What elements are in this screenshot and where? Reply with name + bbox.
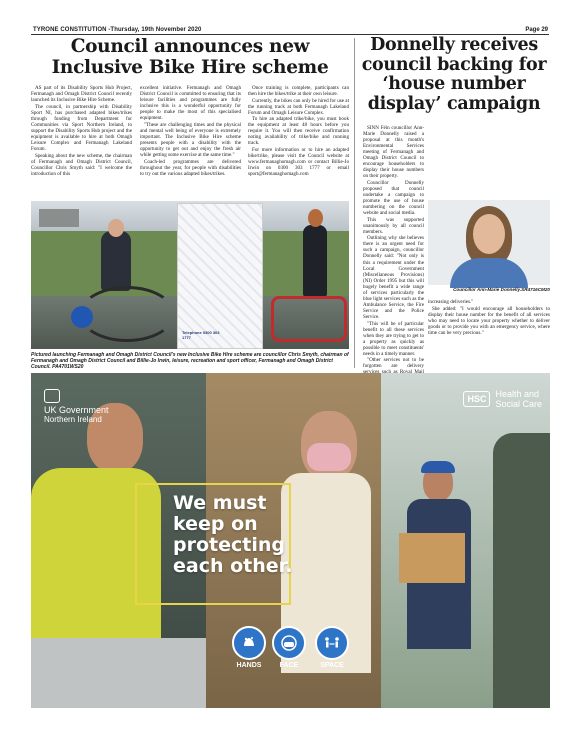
photo-person-right-head xyxy=(308,209,323,227)
article1-column-2 xyxy=(140,85,241,198)
article2-paragraph: SINN Féin councillor Ann-Marie Donnelly raised a proposal at this month's Environmental Services meeting of Fermanagh and Omagh District Council to encourage householders to display their house numbers on their property. xyxy=(363,125,424,180)
advert-icon-space xyxy=(310,626,354,669)
slogan-line: each other. xyxy=(173,555,293,577)
article1-paragraph: To hire an adapted trike/bike, you must book the equipment at least 48 hours before you require it. You will then receive confirmation noting availability of trike/bike and running track. xyxy=(248,116,349,147)
photo-trike-left xyxy=(79,286,175,342)
social-distance-icon xyxy=(315,626,349,660)
uk-government-logo xyxy=(44,389,109,424)
article2-paragraph: Outlining why she believes there is an urgent need for such a campaign, councillor Donnelly said: "Not only is this a requirement under the Local Government (Miscellaneous Provisions) (NI) Order 1995 but this will hugely benefit a wide range of services particularly the blue light services such as the Ambulance Service, the Fire Service and the Police Service. xyxy=(363,235,424,320)
icon-label: FACE xyxy=(279,662,299,669)
public-health-advert xyxy=(31,373,550,708)
gov-line-2: Northern Ireland xyxy=(44,415,102,424)
article1-paragraph: Once training is complete, participants can then hire the bikes/trike at their own leisure. xyxy=(248,85,349,98)
article2-headline: Donnelly receives council backing for ‘house number display’ campaign xyxy=(361,35,547,114)
article1-paragraph: AS part of its Disability Sports Hub Project, Fermanagh and Omagh District Council recently launched its Inclusive Bike Hire Scheme. xyxy=(31,85,132,104)
icon-label: SPACE xyxy=(320,662,344,669)
photo-wheel-blue xyxy=(71,306,93,328)
slogan-line: We must xyxy=(173,492,267,514)
portrait-shirt xyxy=(450,258,528,288)
portrait-face xyxy=(473,214,505,254)
article2-paragraph: She added: "I would encourage all householders to display their house number for the benefit of all services who may need to locate your property whether to deliver goods or to provide you with an emergency service, where time can be very precious." xyxy=(428,305,550,336)
article2-paragraph: This was supported unanimously by all council members. xyxy=(363,216,424,235)
article1-paragraph: "These are challenging times and the physical and mental well being of everyone is extremely important. The Inclusive Bike Hire scheme presents people with a disability with the opportunity to get out and enjoy the fresh air while getting some exercise at the same time." xyxy=(140,121,241,159)
article2-paragraph: "Other services not to be forgotten are delivery xyxy=(363,357,424,370)
advert-icon-face xyxy=(267,626,311,669)
slogan-line: protecting xyxy=(173,534,285,556)
icon-label: HANDS xyxy=(236,662,262,669)
advert-parcel xyxy=(399,533,465,583)
photo-person-left xyxy=(101,231,131,291)
advert-slogan xyxy=(173,493,293,577)
photo-banner xyxy=(177,203,263,349)
portrait-caption: Councillor Ann-Marie Donnelly.SR4716CM20 xyxy=(453,287,550,292)
gov-line-1: UK Government xyxy=(44,405,109,415)
column-divider xyxy=(354,38,355,368)
bike-hire-photo-caption: Pictured launching Fermanagh and Omagh District Council's new Inclusive Bike Hire scheme are councillor Chris Smyth, chairman of Fermanagh and Omagh District Council and Billie-Jo Irwin, leisure, recreation and sport officer, Fermanagh and Omagh District Council. PA4701WS20 xyxy=(31,352,349,370)
article1-headline: Council announces new Inclusive Bike Hire scheme xyxy=(51,36,329,78)
article1-column-3 xyxy=(248,85,349,198)
hsc-badge: HSC xyxy=(463,391,490,407)
photo-building xyxy=(39,209,79,227)
article2-column-1 xyxy=(363,125,424,369)
councillor-portrait xyxy=(428,200,550,285)
article2-paragraph: "This will be of particular benefit to all these services when they are trying to get to a property as quickly as possible to meet constituents' needs in a timely manner. xyxy=(363,320,424,357)
advert-face-mask xyxy=(307,443,351,471)
hand-wash-icon xyxy=(232,626,266,660)
header-publication-date: TYRONE CONSTITUTION -Thursday, 19th November 2020 xyxy=(33,27,202,33)
slogan-line: keep on xyxy=(173,513,258,535)
article2-paragraph: increasing deliveries." xyxy=(428,299,474,305)
article2-paragraph: Councillor Donnelly proposed that council undertake a campaign to promote the use of house numbering on the council website and social media. xyxy=(363,179,424,217)
advert-sink xyxy=(31,638,206,708)
article1-paragraph: Currently, the bikes can only be hired for use at the running track at both Fermanagh Lakeland Forum and Omagh Leisure Complex. xyxy=(248,97,349,116)
photo-person-right xyxy=(303,225,327,297)
hsc-logo xyxy=(463,389,542,409)
advert-icon-hands xyxy=(227,626,271,669)
photo-person-left-head xyxy=(108,219,124,237)
crest-icon xyxy=(44,389,60,403)
article1-paragraph: Speaking about the new scheme, the chairman of Fermanagh and Omagh District Council, Councillor Chris Smyth said: "I welcome the introduction of this xyxy=(31,152,132,177)
header-page-number: Page 29 xyxy=(525,27,548,33)
photo-trike-right xyxy=(271,296,347,342)
article1-paragraph: For more information or to hire an adapted bike/trike, please visit the Council website at www.fermanaghomagh.com or contact Billie-Jo Irwin on 0300 303 1777 or email sport@fermanaghomagh.com xyxy=(248,146,349,178)
article1-paragraph: Coach-led programmes are delivered throughout the year, for people with disabilities to try out the various adapted bikes/trikes. xyxy=(140,158,241,177)
advert-right-figure xyxy=(493,433,550,708)
article1-paragraph: excellent initiative. Fermanagh and Omagh District Council is committed to ensuring that its leisure facilities and programmes are fully inclusive this is a wonderful opportunity for people to make the most of this specialised equipment. xyxy=(140,85,241,122)
bike-hire-photo xyxy=(31,201,349,349)
article1-column-1 xyxy=(31,85,132,198)
advert-delivery-cap xyxy=(421,461,455,473)
article2-column-2 xyxy=(428,299,550,369)
hsc-line-1: Health and xyxy=(495,389,540,399)
hsc-line-2: Social Care xyxy=(495,399,542,409)
face-mask-icon xyxy=(272,626,306,660)
banner-sign-text: Telephone 0300 303 1777 xyxy=(182,330,220,340)
article1-paragraph: The council, in partnership with Disability Sport NI, has purchased adapted bikes/trikes through funding from Department for Communities via Sport Northern Ireland, to support the Disability Sports Hub project and the equipment is available to hire at both Omagh Leisure Complex and Fermanagh Lakeland Forum. xyxy=(31,103,132,152)
